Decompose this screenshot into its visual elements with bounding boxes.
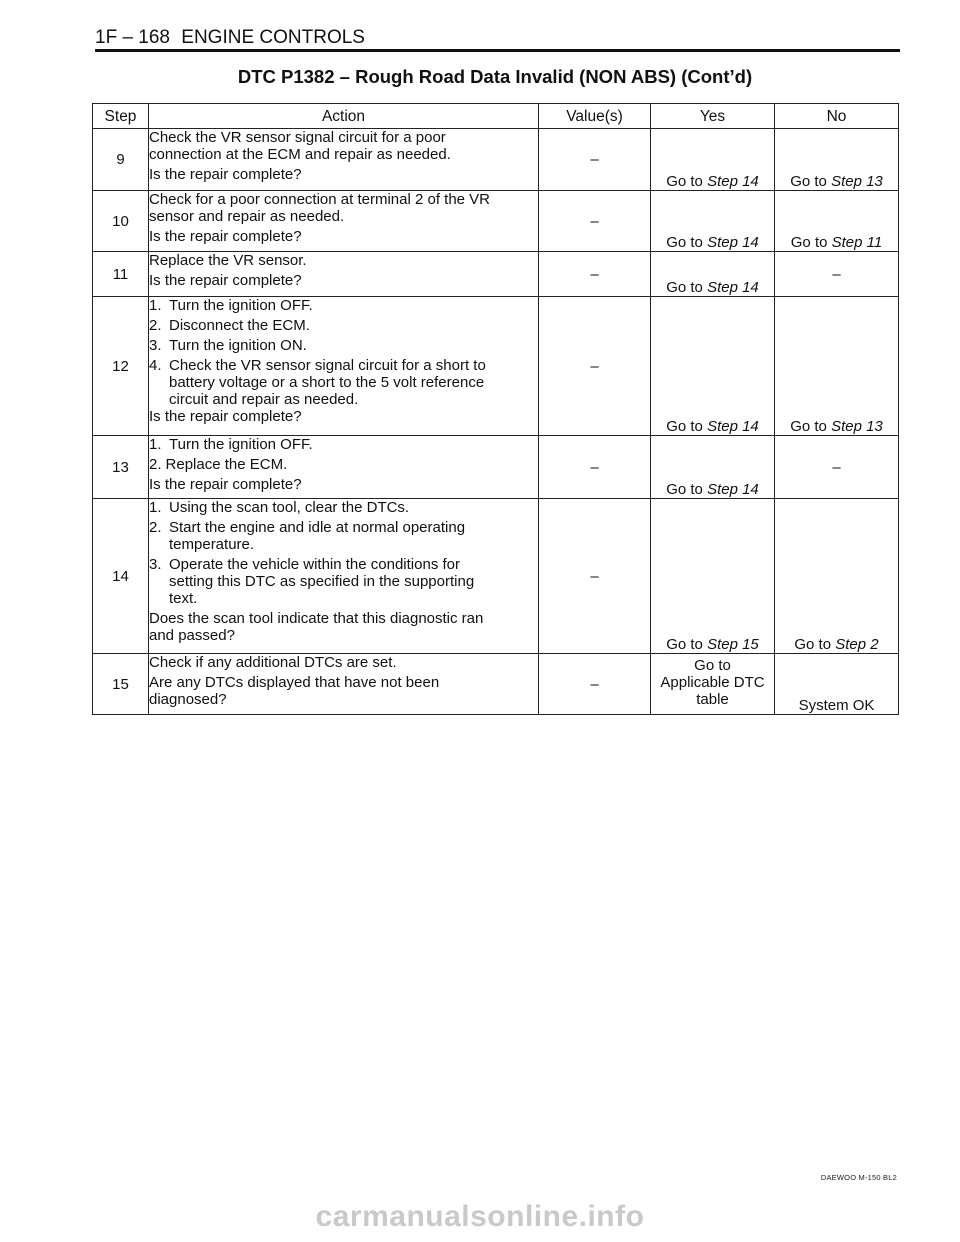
yes-result — [651, 297, 775, 436]
table-header-row — [93, 104, 899, 129]
no-prefix: Go to — [790, 418, 827, 435]
no-prefix: Go to — [790, 234, 828, 251]
action-text — [149, 499, 539, 654]
table-row — [93, 499, 899, 654]
no-result — [775, 499, 899, 654]
action-line: Replace the VR sensor. — [149, 252, 307, 269]
document-code: DAEWOO M-150 BL2 — [820, 1173, 897, 1182]
step-number: 9 — [93, 129, 149, 191]
yes-step-link: Step 14 — [707, 481, 759, 498]
yes-step-link: Step 14 — [707, 418, 759, 435]
action-text — [149, 436, 539, 499]
section-title: ENGINE CONTROLS — [181, 27, 365, 48]
yes-result — [651, 499, 775, 654]
action-item: 3. Turn the ignition ON. — [149, 337, 307, 354]
step-number: 11 — [93, 252, 149, 297]
action-item: 1. Turn the ignition OFF. — [149, 436, 313, 453]
no-result — [775, 297, 899, 436]
yes-result — [651, 436, 775, 499]
step-number: 12 — [93, 297, 149, 436]
yes-prefix: Go to — [666, 481, 703, 498]
no-step-link: Step 13 — [831, 173, 883, 190]
yes-prefix: Go to — [666, 636, 703, 653]
no-result — [775, 191, 899, 252]
watermark: carmanualsonline.info — [315, 1200, 645, 1233]
action-question: Is the repair complete? — [149, 272, 302, 289]
action-text — [149, 297, 539, 436]
step-number: 15 — [93, 654, 149, 715]
action-text — [149, 654, 539, 715]
action-item: 1. Using the scan tool, clear the DTCs. — [149, 499, 410, 516]
action-item: 2. Start the engine and idle at normal operating temperature. — [149, 519, 466, 553]
no-result: – — [775, 436, 899, 499]
action-question: diagnosed? — [149, 691, 227, 708]
yes-prefix: Go to — [666, 173, 703, 190]
action-question: and passed? — [149, 627, 235, 644]
table-row — [93, 252, 899, 297]
page-header — [95, 27, 900, 52]
value-cell: – — [539, 191, 651, 252]
action-question: Is the repair complete? — [149, 408, 302, 425]
no-result: – — [775, 252, 899, 297]
action-text — [149, 191, 539, 252]
action-line: connection at the ECM and repair as needed. — [149, 146, 451, 163]
yes-prefix: Go to — [666, 234, 703, 251]
table-row — [93, 436, 899, 499]
no-step-link: Step 11 — [831, 234, 883, 251]
no-step-link: Step 13 — [831, 418, 883, 435]
step-number: 14 — [93, 499, 149, 654]
action-line: Check the VR sensor signal circuit for a poor — [149, 129, 446, 146]
table-row — [93, 191, 899, 252]
column-header-step: Step — [93, 104, 149, 129]
table-row — [93, 129, 899, 191]
page-title: DTC P1382 – Rough Road Data Invalid (NON ABS) (Cont’d) — [237, 66, 753, 87]
no-result — [775, 129, 899, 191]
column-header-no: No — [775, 104, 899, 129]
action-line: Check if any additional DTCs are set. — [149, 654, 397, 671]
action-item: 2. Disconnect the ECM. — [149, 317, 310, 334]
step-number: 13 — [93, 436, 149, 499]
table-row — [93, 297, 899, 436]
step-number: 10 — [93, 191, 149, 252]
table-row — [93, 654, 899, 715]
action-item: 3. Operate the vehicle within the conditions for setting this DTC as specified in the supporting text. — [149, 556, 475, 607]
yes-prefix: Go to — [666, 279, 703, 296]
action-question: Does the scan tool indicate that this diagnostic ran — [149, 610, 484, 627]
yes-prefix: Go to — [666, 418, 703, 435]
action-question: Is the repair complete? — [149, 166, 302, 183]
yes-result — [651, 252, 775, 297]
value-cell: – — [539, 436, 651, 499]
no-result: System OK — [775, 654, 899, 715]
action-item: 4. Check the VR sensor signal circuit for a short to battery voltage or a short to the 5 volt reference circuit and repair as needed. — [149, 357, 486, 408]
diagnostic-table — [92, 103, 899, 715]
action-question: Is the repair complete? — [149, 228, 302, 245]
yes-step-link: Step 15 — [707, 636, 759, 653]
action-question: Are any DTCs displayed that have not been — [149, 674, 440, 691]
yes-result — [651, 129, 775, 191]
value-cell: – — [539, 654, 651, 715]
no-prefix: Go to — [794, 636, 832, 653]
page-number: 1F – 168 — [95, 27, 170, 48]
no-step-link: Step 2 — [835, 636, 879, 653]
action-text — [149, 129, 539, 191]
value-cell: – — [539, 297, 651, 436]
column-header-action: Action — [149, 104, 539, 129]
action-question: Is the repair complete? — [149, 476, 302, 493]
yes-step-link: Step 14 — [707, 234, 759, 251]
yes-step-link: Step 14 — [707, 173, 759, 190]
value-cell: – — [539, 252, 651, 297]
action-item: 1. Turn the ignition OFF. — [149, 297, 313, 314]
yes-step-link: Step 14 — [707, 279, 759, 296]
no-prefix: Go to — [790, 173, 827, 190]
action-line: sensor and repair as needed. — [149, 208, 345, 225]
yes-result: Go to Applicable DTC table — [651, 654, 775, 715]
value-cell: – — [539, 129, 651, 191]
column-header-yes: Yes — [651, 104, 775, 129]
yes-result — [651, 191, 775, 252]
value-cell: – — [539, 499, 651, 654]
action-item: 2. Replace the ECM. — [149, 456, 288, 473]
column-header-values: Value(s) — [539, 104, 651, 129]
action-line: Check for a poor connection at terminal 2 of the VR — [149, 191, 491, 208]
action-text — [149, 252, 539, 297]
